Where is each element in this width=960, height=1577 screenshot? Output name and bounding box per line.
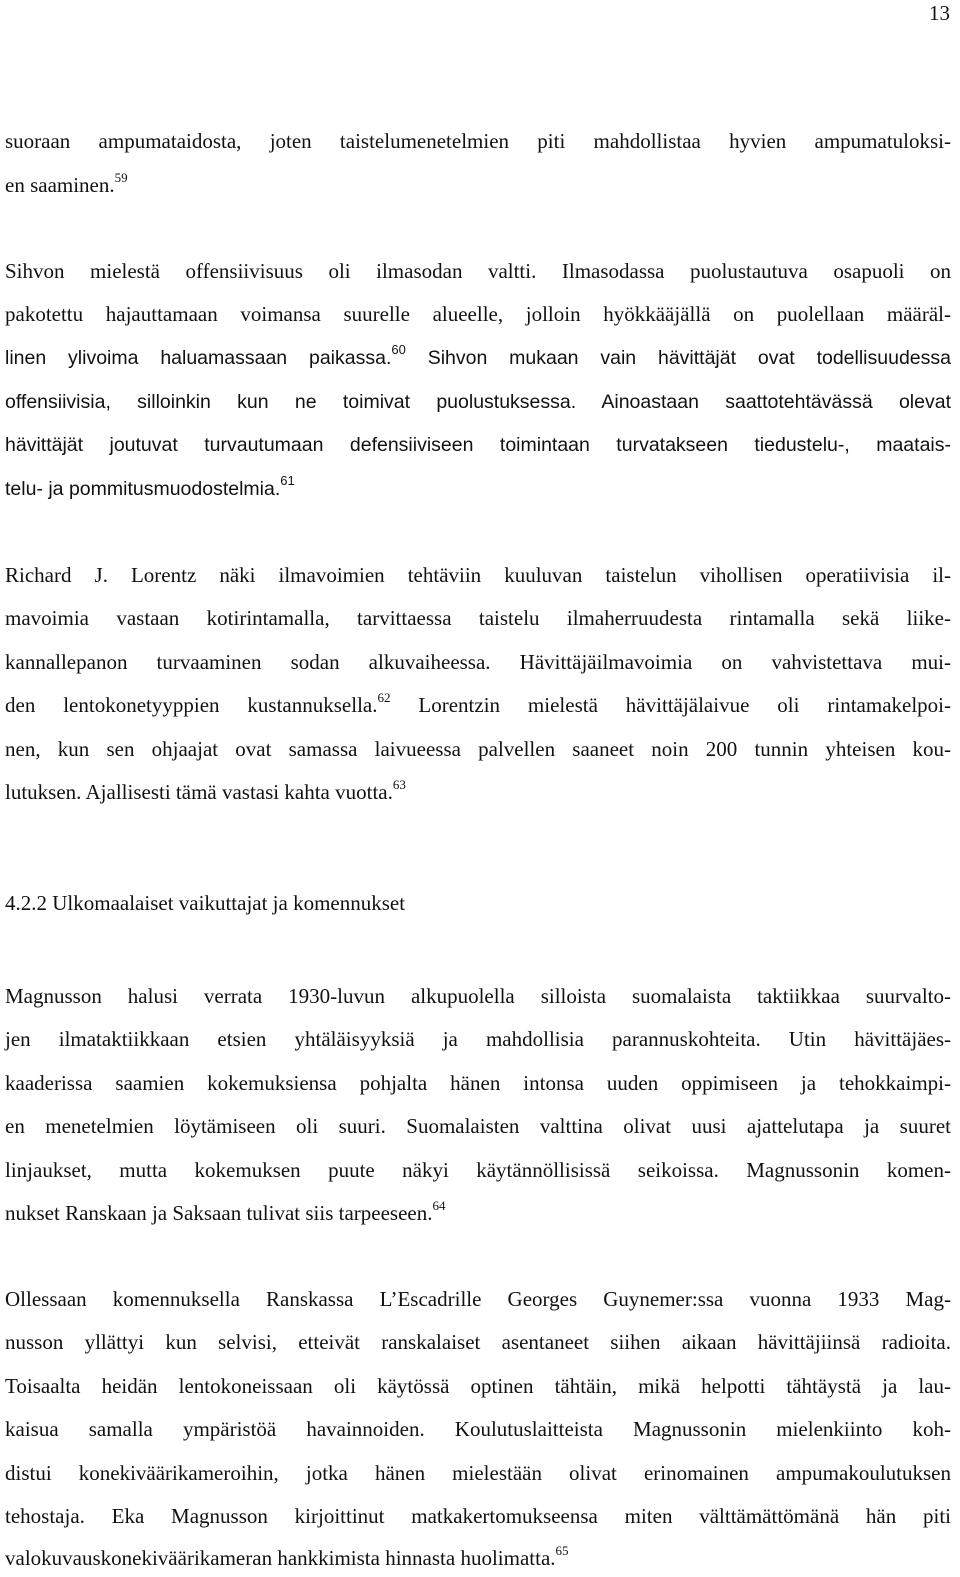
paragraph-line: valokuvauskonekiväärikameran hankkimista hinnasta huolimatta.$^{65}$: [5, 1543, 569, 1570]
paragraph-line: tehostaja. Eka Magnusson kirjoittinut matkakertomukseensa miten välttämättömänä hän piti: [5, 1504, 951, 1528]
paragraph-line: kannallepanon turvaaminen sodan alkuvaiheessa. Hävittäjäilmavoimia on vahvistettava mui-: [5, 650, 951, 674]
page-number: 13: [929, 1, 950, 25]
footnote-ref: 61: [280, 473, 295, 488]
paragraph-line: nukset Ranskaan ja Saksaan tulivat siis tarpeeseen.$^{64}$: [5, 1198, 446, 1225]
paragraph-line: Richard J. Lorentz näki ilmavoimien tehtäviin kuuluvan taistelun vihollisen operatiivisia il-: [5, 563, 951, 587]
footnote-ref: 60: [391, 342, 406, 357]
footnote-ref: 59: [114, 170, 128, 185]
footnote-ref: 65: [555, 1543, 569, 1558]
paragraph-line: Magnusson halusi verrata 1930-luvun alkupuolella silloista suomalaista taktiikkaa suurvalto-: [5, 984, 951, 1008]
footnote-ref: 64: [432, 1198, 446, 1213]
paragraph-line: pakotettu hajauttamaan voimansa suurelle alueelle, jolloin hyökkääjällä on puolellaan määräl-: [5, 302, 951, 326]
paragraph-line: distui konekiväärikameroihin, jotka hänen mielestään olivat erinomainen ampumakoulutuksen: [5, 1461, 951, 1485]
paragraph-line: Toisaalta heidän lentokoneissaan oli käytössä optinen tähtäin, mikä helpotti tähtäystä ja lau-: [5, 1374, 951, 1398]
paragraph-line: jen ilmataktiikkaan etsien yhtäläisyyksiä ja mahdollisia parannuskohteita. Utin hävittäjäes-: [5, 1027, 951, 1051]
paragraph-line: Ollessaan komennuksella Ranskassa L’Escadrille Georges Guynemer:ssa vuonna 1933 Mag-: [5, 1287, 951, 1311]
paragraph-line: Sihvon mielestä offensiivisuus oli ilmasodan valtti. Ilmasodassa puolustautuva osapuoli on: [5, 259, 951, 283]
paragraph-line: den lentokonetyyppien kustannuksella.$^{62}$ Lorentzin mielestä hävittäjälaivue oli rintamakelpoi-: [5, 690, 951, 717]
paragraph-line: offensiivisia, silloinkin kun ne toimivat puolustuksessa. Ainoastaan saattotehtävässä olevat: [5, 391, 951, 413]
paragraph-line: nen, kun sen ohjaajat ovat samassa laivueessa palvellen saaneet noin 200 tunnin yhteisen kou-: [5, 737, 951, 761]
paragraph-line: linjaukset, mutta kokemuksen puute näkyi käytännöllisissä seikoissa. Magnussonin komen-: [5, 1158, 951, 1182]
footnote-ref: 62: [377, 690, 391, 705]
paragraph-line: kaisua samalla ympäristöä havainnoiden. Koulutuslaitteista Magnussonin mielenkiinto koh-: [5, 1417, 951, 1441]
paragraph-line: en saaminen.$^{59}$: [5, 170, 128, 197]
paragraph-line: lutuksen. Ajallisesti tämä vastasi kahta vuotta.$^{63}$: [5, 777, 406, 804]
footnote-ref: 63: [392, 777, 406, 792]
paragraph-line: linen ylivoima haluamassaan paikassa.$^{60}$ Sihvon mukaan vain hävittäjät ovat todellisuudessa: [5, 342, 951, 369]
paragraph-line: mavoimia vastaan kotirintamalla, tarvittaessa taistelu ilmaherruudesta rintamalla sekä liike-: [5, 606, 951, 630]
paragraph-line: hävittäjät joutuvat turvautumaan defensiiviseen toimintaan turvatakseen tiedustelu-, maatais-: [5, 434, 951, 456]
paragraph-line: nusson yllättyi kun selvisi, etteivät ranskalaiset asentaneet siihen aikaan hävittäjiinsä radioita.: [5, 1330, 951, 1354]
paragraph-line: en menetelmien löytämiseen oli suuri. Suomalaisten valttina olivat uusi ajattelutapa ja suuret: [5, 1114, 951, 1138]
paragraph-line: kaaderissa saamien kokemuksiensa pohjalta hänen intonsa uuden oppimiseen ja tehokkaimpi-: [5, 1071, 951, 1095]
section-heading: 4.2.2 Ulkomaalaiset vaikuttajat ja komennukset: [5, 891, 406, 915]
paragraph-line: telu- ja pommitusmuodostelmia.$^{61}$: [5, 473, 295, 500]
paragraph-line: suoraan ampumataidosta, joten taistelumenetelmien piti mahdollistaa hyvien ampumatuloksi-: [5, 129, 951, 153]
